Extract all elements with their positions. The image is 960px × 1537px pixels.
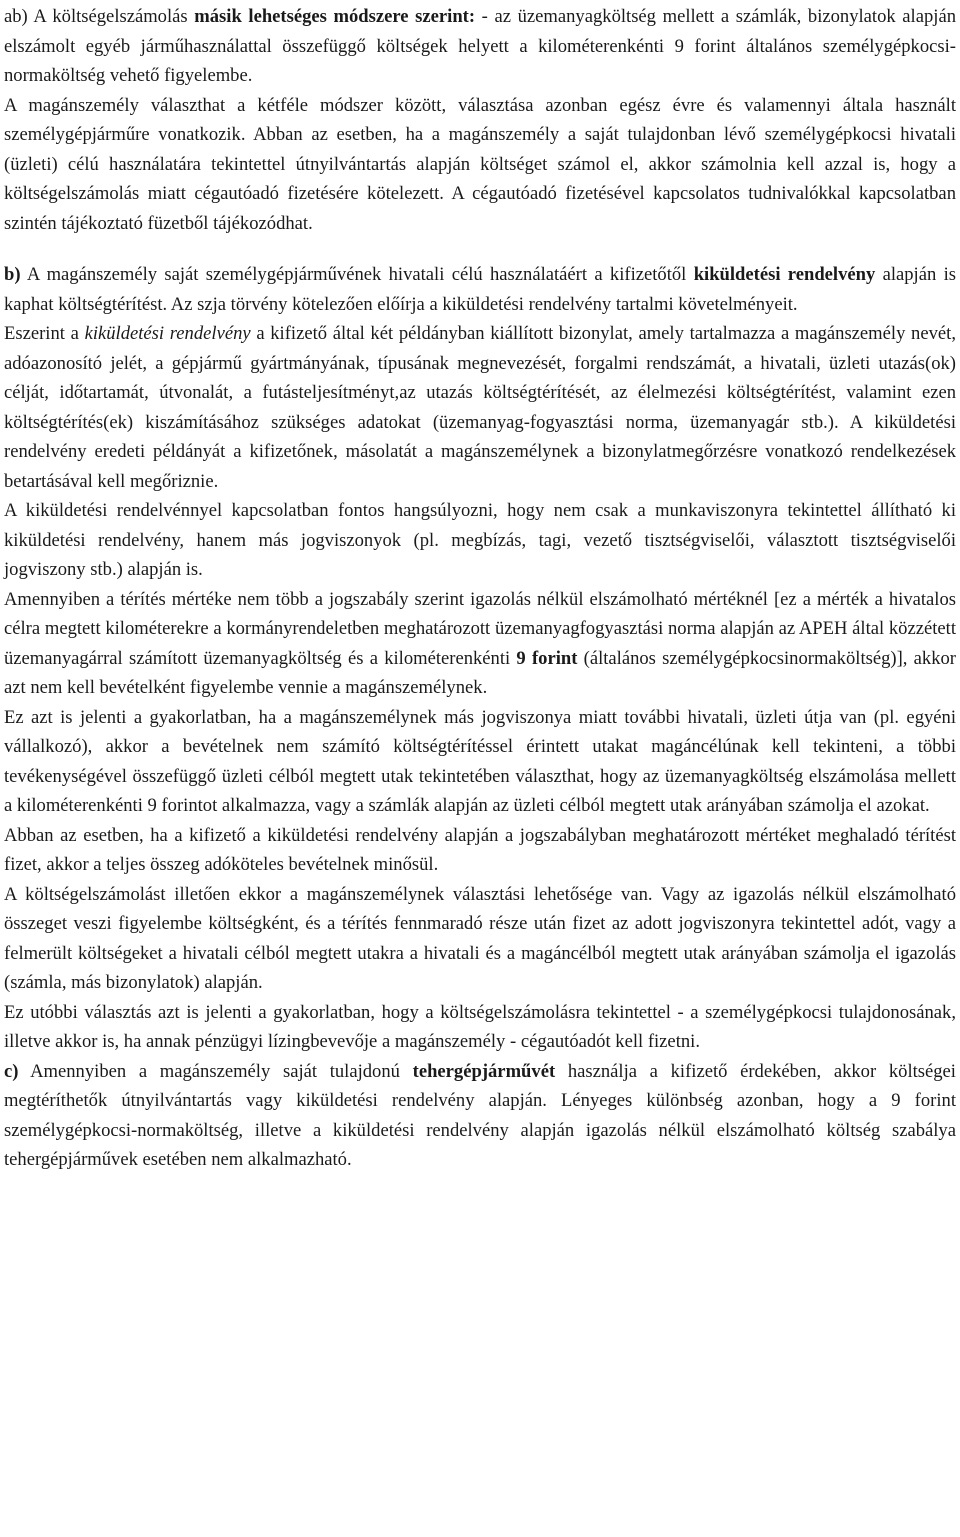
bold-text: másik lehetséges módszere szerint: <box>194 6 476 27</box>
italic-text: kiküldetési rendelvény <box>84 323 251 344</box>
text-run: használja a kifizető érdekében, akkor költségei megtéríthetők útnyilvántartás vagy kiküldetési rendelvény alapján. Lényeges különbség azonban, hogy a 9 forint személygépkocsi-normaköltség, illetve a kiküldetési rendelvény alapján igazolás nélkül elszámolható költség szabálya tehergépjárművek esetében nem alkalmazható. <box>4 1060 956 1170</box>
text-run: - az üzemanyagköltség mellett a számlák, bizonylatok alapján elszámolt egyéb járműhasználattal összefüggő költségek helyett a kilométerenkénti 9 forint általános személygépkocsi-normaköltség vehető figyelembe. <box>4 6 956 86</box>
bold-text: kiküldetési rendelvény <box>693 264 876 285</box>
text-run: Ez azt is jelenti a gyakorlatban, ha a magánszemélynek más jogviszonya miatt további hivatali, üzleti útja van (pl. egyéni vállalkozó), akkor a bevételnek nem számító költségtérítéssel érintett utakat magáncélúnak kell tekinteni, a többi tevékenységével összefüggő üzleti célból megtett utak tekintetében választhat, hogy az üzemanyagköltség elszámolása mellett a kilométerenkénti 9 forintot alkalmazza, vagy a számlák alapján az üzleti célból megtett utak arányában számolja el azokat. <box>4 706 956 816</box>
paragraph <box>4 585 956 703</box>
paragraph <box>4 998 956 1057</box>
text-run: ab) A költségelszámolás <box>4 6 195 27</box>
paragraph <box>4 880 956 998</box>
text-run: Eszerint a <box>4 323 85 344</box>
paragraph <box>4 2 956 91</box>
text-run: A költségelszámolást illetően ekkor a magánszemélynek választási lehetősége van. Vagy az igazolás nélkül elszámolható összeget veszi figyelembe költségként, és a térítés fennmaradó része után fizet az adott jogviszonyra tekintettel adót, vagy a felmerült költségeket a hivatali célból megtett utakra a hivatali és a magáncélból megtett utak arányában számolja el igazolás (számla, más bizonylatok) alapján. <box>4 883 956 993</box>
paragraph <box>4 260 956 319</box>
paragraph <box>4 91 956 239</box>
text-run: Amennyiben a magánszemély saját tulajdonú <box>18 1060 413 1082</box>
text-run: alapján is kaphat költségtérítést. Az szja törvény kötelezően előírja a kiküldetési rendelvény tartalmi követelményeit. <box>4 264 956 315</box>
text-run: a kifizető által két példányban kiállított bizonylat, amely tartalmazza a magánszemély nevét, adóazonosító jelét, a gépjármű gyártmányának, típusának megnevezését, forgalmi rendszámát, a hivatali, üzleti utazás(ok) célját, időtartamát, útvonalát, a futásteljesítményt,az utazás költségtérítését, az élelmezési költségtérítést, valamint ezen költségtérítés(ek) kiszámításához szükséges adatokat (üzemanyag-fogyasztási norma, üzemanyagár stb.). A kiküldetési rendelvény eredeti példányát a kifizetőnek, másolatát a magánszemélynek a bizonylatmegőrzésre vonatkozó rendelkezések betartásával kell megőriznie. <box>4 323 956 492</box>
text-run: (általános személygépkocsinormaköltség)], akkor azt nem kell bevételként figyelembe vennie a magánszemélynek. <box>4 647 956 698</box>
text-run: Amennyiben a térítés mértéke nem több a jogszabály szerint igazolás nélkül elszámolható mértéknél [ez a mérték a hivatalos célra megtett kilométerekre a kormányrendeletben meghatározott üzemanyagfogyasztási norma alapján az APEH által közzétett üzemanyagárral számított üzemanyagköltség és a kilométerenkénti <box>4 588 956 669</box>
text-run: A kiküldetési rendelvénnyel kapcsolatban fontos hangsúlyozni, hogy nem csak a munkaviszonyra tekintettel állítható ki kiküldetési rendelvény, hanem más jogviszonyok (pl. megbízás, tagi, vezető tisztségviselői, választott tisztségviselői jogviszony stb.) alapján is. <box>4 500 956 580</box>
paragraph <box>4 821 956 880</box>
text-run: A magánszemély választhat a kétféle módszer között, választása azonban egész évre és valamennyi általa használt személygépjárműre vonatkozik. Abban az esetben, ha a magánszemély a saját tulajdonban lévő személygépkocsi hivatali (üzleti) célú használatára tekintettel útnyilvántartás alapján költséget számol el, akkor számolnia kell azzal is, hogy a költségelszámolás miatt cégautóadó fizetésére kötelezett. A cégautóadó fizetésével kapcsolatos tudnivalókkal kapcsolatban szintén tájékoztató füzetből tájékozódhat. <box>4 94 956 234</box>
paragraph <box>4 703 956 821</box>
text-run: Abban az esetben, ha a kifizető a kiküldetési rendelvény alapján a jogszabályban meghatározott mértéket meghaladó térítést fizet, akkor a teljes összeg adóköteles bevételnek minősül. <box>4 824 956 875</box>
paragraph <box>4 319 956 496</box>
paragraph <box>4 1057 956 1175</box>
bold-text: tehergépjárművét <box>412 1060 556 1082</box>
paragraph <box>4 496 956 585</box>
bold-text: c) <box>4 1060 19 1082</box>
text-run: Ez utóbbi választás azt is jelenti a gyakorlatban, hogy a költségelszámolásra tekintettel - a személygépkocsi tulajdonosának, illetve akkor is, ha annak pénzügyi lízingbevevője a magánszemély - cégautóadót kell fizetni. <box>4 1001 956 1052</box>
bold-text: 9 forint <box>516 647 578 669</box>
bold-text: b) <box>4 264 21 285</box>
text-run: A magánszemély saját személygépjárművének hivatali célú használatáért a kifizetőtől <box>20 264 694 285</box>
